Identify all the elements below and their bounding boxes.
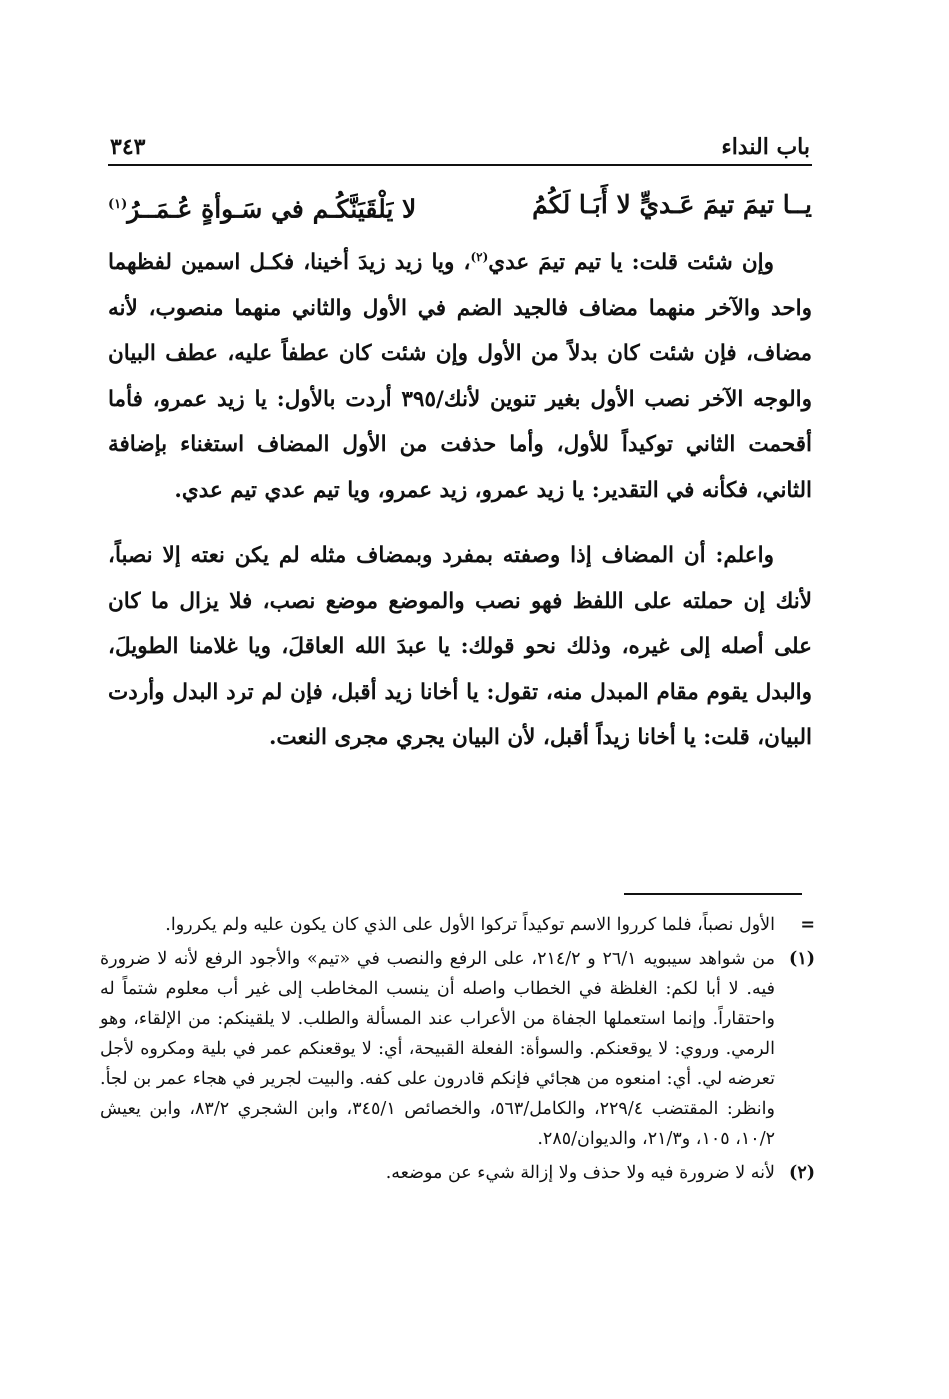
footnote-ref-1: (١) [108, 197, 128, 212]
paragraph-1-part-1: وإن شئت قلت: يا تيم تيمَ عدي [488, 250, 775, 275]
paragraph-1-part-2: ، ويا زيد زيدَ أخينا، فكـل اسمين لفظهما واحد والآخر منهما مضاف فالجيد الضم في الأول والثاني منهما منصوب، لأنه مضاف، فإن شئت كان بدلاً من الأول وإن شئت كان عطفاً عليه، عطف البيان والوجه الآخر نصب الأول بغير تنوين لأنك/٣٩٥ أردت بالأول: يا زيد عمرو، فأما أقحمت الثاني توكيداً للأول، وأما حذفت من الأول المضاف استغناء بإضافة الثاني، فكأنه في التقدير: يا زيد عمرو، زيد عمرو، ويا تيم عدي تيم عدي. [108, 250, 812, 503]
verse-first-hemistich: يــا تيمَ تيمَ عَـديٍّ لا أَبَـا لَكُمُ [532, 190, 812, 219]
footnote-divider [624, 893, 802, 895]
main-text [108, 240, 812, 781]
paragraph-1 [108, 240, 812, 513]
footnote-1-marker: (١) [789, 949, 815, 969]
footnote-ref-2: (٢) [470, 249, 489, 264]
header-divider [108, 164, 812, 166]
footnote-2-marker: (٢) [789, 1163, 815, 1183]
verse-second-hemistich [108, 180, 416, 234]
footnote-continuation-text: الأول نصباً، فلما كرروا الاسم توكيداً تركوا الأول على الذي كان يكون عليه ولم يكرروا. [165, 915, 775, 935]
footnote-2-text: لأنه لا ضرورة فيه ولا حذف ولا إزالة شيء عن موضعه. [385, 1163, 775, 1183]
verse-second-hemistich-text: لا يَلْقَيَنَّكُـم في سَـوأةٍ عُـمَــرُ [127, 194, 417, 224]
footnote-2 [100, 1158, 815, 1188]
footnote-1-text: من شواهد سيبويه ٢٦/١ و ٢١٤/٢، على الرفع والنصب في «تيم» والأجود الرفع لأنه لا ضرورة فيه. لا أبا لكم: الغلظة في الخطاب واصله أن ينسب المخاطب إلى غير أب معلوم شتماً له واحتقاراً. وإنما استعملها الجفاة من الأعراب عند المسألة والطلب. لا يلقينكم: من الإلقاء، وهو الرمي. وروي: لا يوقعنكم. والسوأة: الفعلة القبيحة، أي: لا يوقعنكم عمر في بلية ومكروه لأجل تعرضه لي. أي: امنعوه من هجائي فإنكم قادرون على كفه. والبيت لجرير في هجاء عمر بن لجأ. وانظر: المقتضب ٢٢٩/٤، والكامل/٥٦٣، والخصائص ٣٤٥/١، وابن الشجري ٨٣/٢، وابن يعيش ١٠/٢، ١٠٥، و٢١/٣، والديوان/٢٨٥. [100, 949, 775, 1149]
page-number: ٣٤٣ [110, 134, 146, 160]
footnote-continuation [100, 910, 815, 940]
running-header [110, 126, 810, 160]
chapter-title: باب النداء [721, 134, 810, 160]
paragraph-2: واعلم: أن المضاف إذا وصفته بمفرد وبمضاف مثله لم يكن نعته إلا نصباً، لأنك إن حملته على اللفظ فهو نصب والموضع موضع نصب، فلا يزال ما كان على أصله إلى غيره، وذلك نحو قولك: يا عبدَ الله العاقلَ، ويا غلامنا الطويلَ، والبدل يقوم مقام المبدل منه، تقول: يا أخانا زيد أقبل، فإن لم ترد البدل وأردت البيان، قلت: يا أخانا زيداً أقبل، لأن البيان يجري مجرى النعت. [108, 543, 812, 750]
footnote-1 [100, 944, 815, 1154]
footnote-continuation-marker: = [800, 915, 815, 935]
poetry-verse [108, 180, 812, 234]
footnotes [100, 910, 815, 1192]
